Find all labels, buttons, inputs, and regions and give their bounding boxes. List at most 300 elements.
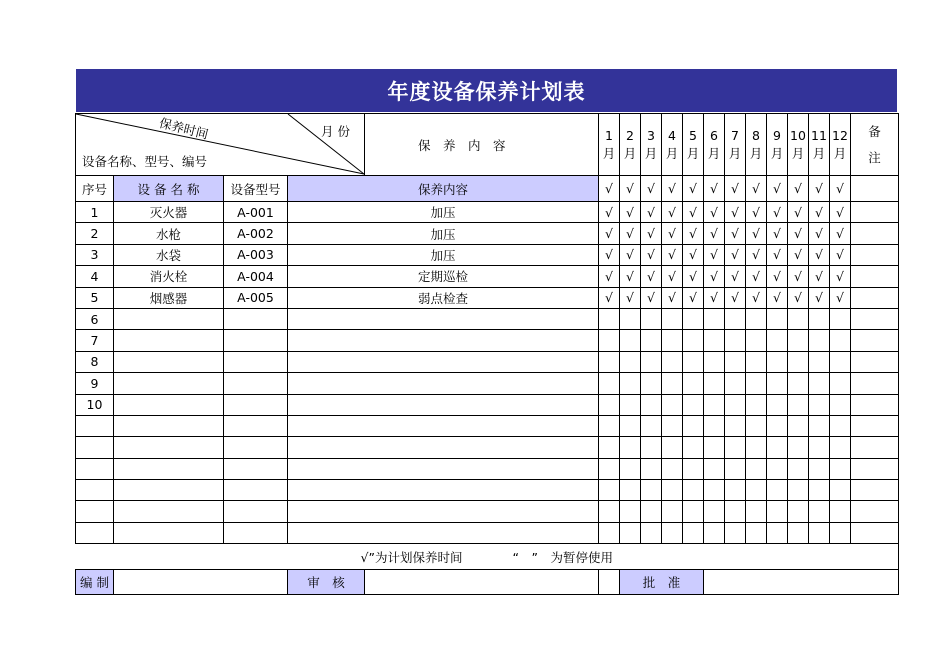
month-check-cell[interactable]: √ <box>767 223 788 244</box>
model-cell[interactable] <box>224 480 288 501</box>
equipment-name-cell[interactable] <box>114 480 224 501</box>
month-check-cell[interactable] <box>767 415 788 436</box>
month-suffix: 月 <box>728 145 742 161</box>
content-cell[interactable]: 加压 <box>288 202 599 223</box>
month-check-cell[interactable] <box>809 522 830 543</box>
month-check-cell[interactable]: √ <box>599 244 620 265</box>
content-cell[interactable] <box>288 480 599 501</box>
month-check-cell[interactable]: √ <box>767 244 788 265</box>
month-check-cell[interactable] <box>725 415 746 436</box>
model-cell[interactable]: A-001 <box>224 202 288 223</box>
table-row <box>76 351 899 372</box>
month-check-cell[interactable] <box>683 351 704 372</box>
month-check-cell[interactable] <box>725 308 746 329</box>
month-check-cell[interactable] <box>620 373 641 394</box>
seq-cell[interactable] <box>76 437 114 458</box>
month-check-cell[interactable]: √ <box>641 287 662 308</box>
month-check-cell[interactable]: √ <box>662 287 683 308</box>
month-check-cell[interactable]: √ <box>725 266 746 287</box>
month-check-cell[interactable] <box>788 458 809 479</box>
month-check-cell[interactable] <box>704 373 725 394</box>
compile-field[interactable] <box>114 570 288 595</box>
month-check-cell[interactable] <box>683 415 704 436</box>
seq-cell[interactable]: 10 <box>76 394 114 415</box>
month-check-cell[interactable] <box>662 437 683 458</box>
month-check-cell[interactable] <box>746 522 767 543</box>
model-cell[interactable] <box>224 437 288 458</box>
content-cell[interactable] <box>288 373 599 394</box>
month-check-cell[interactable] <box>683 501 704 522</box>
month-check-cell[interactable] <box>767 394 788 415</box>
model-cell[interactable] <box>224 308 288 329</box>
month-check-cell[interactable] <box>788 373 809 394</box>
month-check-cell[interactable] <box>704 458 725 479</box>
table-row <box>76 223 899 244</box>
month-check-cell[interactable] <box>641 480 662 501</box>
seq-cell[interactable]: 3 <box>76 244 114 265</box>
month-check-cell[interactable] <box>725 351 746 372</box>
month-check-cell[interactable] <box>704 522 725 543</box>
model-cell[interactable] <box>224 394 288 415</box>
seq-cell[interactable]: 9 <box>76 373 114 394</box>
content-cell[interactable] <box>288 458 599 479</box>
month-check-cell[interactable]: √ <box>830 266 851 287</box>
month-check-cell[interactable] <box>725 522 746 543</box>
month-check-cell[interactable] <box>641 415 662 436</box>
month-check-cell[interactable] <box>725 480 746 501</box>
month-check-cell[interactable] <box>788 501 809 522</box>
content-cell[interactable]: 弱点检查 <box>288 287 599 308</box>
month-check-cell[interactable] <box>746 458 767 479</box>
month-check-cell[interactable] <box>704 308 725 329</box>
month-check-cell[interactable]: √ <box>725 202 746 223</box>
month-check-cell[interactable] <box>725 394 746 415</box>
name-col-header: 设 备 名 称 <box>114 176 224 202</box>
month-check-cell[interactable] <box>599 458 620 479</box>
month-check-cell[interactable] <box>641 373 662 394</box>
month-check-cell[interactable]: √ <box>641 202 662 223</box>
month-check-cell[interactable]: √ <box>620 223 641 244</box>
month-check-cell[interactable]: √ <box>599 202 620 223</box>
month-check-cell[interactable] <box>788 522 809 543</box>
remark-cell[interactable] <box>851 394 899 415</box>
month-check-cell[interactable] <box>725 458 746 479</box>
month-check-cell[interactable] <box>620 458 641 479</box>
caption-check-mark: √ <box>620 176 641 202</box>
month-check-cell[interactable] <box>620 415 641 436</box>
month-check-cell[interactable]: √ <box>746 244 767 265</box>
equipment-name-cell[interactable] <box>114 308 224 329</box>
equipment-name-cell[interactable] <box>114 373 224 394</box>
remark-cell[interactable] <box>851 351 899 372</box>
month-check-cell[interactable] <box>641 351 662 372</box>
remark-cell[interactable] <box>851 480 899 501</box>
month-check-cell[interactable] <box>788 415 809 436</box>
month-number: 10 <box>790 127 806 143</box>
content-cell[interactable] <box>288 330 599 351</box>
month-check-cell[interactable] <box>641 308 662 329</box>
month-check-cell[interactable]: √ <box>746 287 767 308</box>
month-check-cell[interactable] <box>662 415 683 436</box>
month-check-cell[interactable] <box>830 480 851 501</box>
month-check-cell[interactable] <box>809 501 830 522</box>
month-check-cell[interactable]: √ <box>641 244 662 265</box>
content-cell[interactable]: 加压 <box>288 244 599 265</box>
month-suffix: 月 <box>707 145 721 161</box>
month-check-cell[interactable] <box>683 437 704 458</box>
table-row <box>76 480 899 501</box>
remark-cell[interactable] <box>851 266 899 287</box>
month-check-cell[interactable] <box>767 437 788 458</box>
month-check-cell[interactable] <box>641 501 662 522</box>
month-check-cell[interactable] <box>599 330 620 351</box>
model-cell[interactable] <box>224 373 288 394</box>
month-check-cell[interactable]: √ <box>725 223 746 244</box>
month-check-cell[interactable] <box>704 437 725 458</box>
month-check-cell[interactable]: √ <box>809 202 830 223</box>
month-check-cell[interactable]: √ <box>788 223 809 244</box>
month-check-cell[interactable] <box>683 522 704 543</box>
month-check-cell[interactable] <box>641 458 662 479</box>
month-suffix: 月 <box>770 145 784 161</box>
month-check-cell[interactable] <box>683 373 704 394</box>
model-cell[interactable] <box>224 351 288 372</box>
model-cell[interactable]: A-004 <box>224 266 288 287</box>
month-check-cell[interactable]: √ <box>662 202 683 223</box>
month-check-cell[interactable]: √ <box>662 244 683 265</box>
month-check-cell[interactable] <box>809 308 830 329</box>
month-check-cell[interactable] <box>746 308 767 329</box>
month-check-cell[interactable]: √ <box>809 287 830 308</box>
equipment-name-cell[interactable]: 消火栓 <box>114 266 224 287</box>
model-cell[interactable] <box>224 415 288 436</box>
month-check-cell[interactable]: √ <box>683 223 704 244</box>
month-check-cell[interactable] <box>599 351 620 372</box>
month-check-cell[interactable] <box>620 330 641 351</box>
equipment-name-cell[interactable] <box>114 458 224 479</box>
month-check-cell[interactable]: √ <box>830 287 851 308</box>
review-gap[interactable] <box>365 570 599 595</box>
remark-cell[interactable] <box>851 501 899 522</box>
month-check-cell[interactable] <box>704 415 725 436</box>
remark-cell[interactable] <box>851 437 899 458</box>
equipment-name-cell[interactable] <box>114 330 224 351</box>
remark-cell[interactable] <box>851 287 899 308</box>
remark-cell[interactable] <box>851 415 899 436</box>
month-check-cell[interactable] <box>620 522 641 543</box>
month-suffix: 月 <box>749 145 763 161</box>
model-cell[interactable]: A-003 <box>224 244 288 265</box>
month-check-cell[interactable]: √ <box>767 202 788 223</box>
month-check-cell[interactable] <box>767 480 788 501</box>
month-check-cell[interactable]: √ <box>683 287 704 308</box>
month-check-cell[interactable] <box>746 480 767 501</box>
table-row <box>76 244 899 265</box>
month-check-cell[interactable] <box>662 394 683 415</box>
month-check-cell[interactable]: √ <box>620 287 641 308</box>
seq-cell[interactable]: 4 <box>76 266 114 287</box>
month-check-cell[interactable] <box>662 308 683 329</box>
month-check-cell[interactable]: √ <box>620 266 641 287</box>
month-check-cell[interactable] <box>620 501 641 522</box>
remark-cell[interactable] <box>851 202 899 223</box>
remark-cell[interactable] <box>851 223 899 244</box>
month-check-cell[interactable] <box>788 480 809 501</box>
month-check-cell[interactable] <box>599 394 620 415</box>
caption-remark-cell <box>851 176 899 202</box>
remark-cell[interactable] <box>851 458 899 479</box>
month-check-cell[interactable] <box>599 308 620 329</box>
month-check-cell[interactable] <box>599 480 620 501</box>
remark-cell[interactable] <box>851 308 899 329</box>
month-check-cell[interactable]: √ <box>620 202 641 223</box>
legend-note-row <box>76 544 899 570</box>
equipment-name-cell[interactable] <box>114 437 224 458</box>
month-check-cell[interactable] <box>830 394 851 415</box>
seq-cell[interactable]: 7 <box>76 330 114 351</box>
month-check-cell[interactable] <box>725 330 746 351</box>
month-check-cell[interactable]: √ <box>599 266 620 287</box>
month-check-cell[interactable] <box>767 330 788 351</box>
month-check-cell[interactable]: √ <box>746 266 767 287</box>
month-check-cell[interactable]: √ <box>809 266 830 287</box>
month-check-cell[interactable]: √ <box>599 287 620 308</box>
month-check-cell[interactable] <box>767 351 788 372</box>
month-check-cell[interactable]: √ <box>746 223 767 244</box>
month-check-cell[interactable] <box>767 501 788 522</box>
month-check-cell[interactable] <box>830 330 851 351</box>
month-check-cell[interactable] <box>746 373 767 394</box>
month-check-cell[interactable] <box>830 373 851 394</box>
month-check-cell[interactable]: √ <box>809 223 830 244</box>
month-check-cell[interactable]: √ <box>788 287 809 308</box>
model-cell[interactable]: A-002 <box>224 223 288 244</box>
content-cell[interactable] <box>288 437 599 458</box>
month-check-cell[interactable]: √ <box>704 202 725 223</box>
month-check-cell[interactable] <box>746 351 767 372</box>
seq-cell[interactable]: 1 <box>76 202 114 223</box>
month-check-cell[interactable] <box>620 351 641 372</box>
remark-cell[interactable] <box>851 522 899 543</box>
month-check-cell[interactable] <box>830 522 851 543</box>
month-check-cell[interactable] <box>830 458 851 479</box>
equipment-name-cell[interactable] <box>114 415 224 436</box>
month-check-cell[interactable] <box>767 522 788 543</box>
month-check-cell[interactable] <box>809 458 830 479</box>
month-check-cell[interactable] <box>662 458 683 479</box>
month-suffix: 月 <box>665 145 679 161</box>
month-check-cell[interactable]: √ <box>683 244 704 265</box>
month-suffix: 月 <box>791 145 805 161</box>
remark-cell[interactable] <box>851 330 899 351</box>
month-check-cell[interactable] <box>830 501 851 522</box>
month-check-cell[interactable] <box>767 308 788 329</box>
month-check-cell[interactable] <box>725 373 746 394</box>
equipment-name-cell[interactable]: 水枪 <box>114 223 224 244</box>
month-check-cell[interactable] <box>662 373 683 394</box>
month-check-cell[interactable] <box>725 501 746 522</box>
remark-cell[interactable] <box>851 244 899 265</box>
month-check-cell[interactable] <box>620 480 641 501</box>
month-check-cell[interactable] <box>704 351 725 372</box>
month-check-cell[interactable] <box>641 437 662 458</box>
month-check-cell[interactable]: √ <box>767 266 788 287</box>
seq-cell[interactable] <box>76 480 114 501</box>
equipment-name-cell[interactable]: 烟感器 <box>114 287 224 308</box>
month-check-cell[interactable]: √ <box>599 223 620 244</box>
month-check-cell[interactable] <box>704 501 725 522</box>
approve-field[interactable] <box>704 570 899 595</box>
approve-label: 批 准 <box>620 570 704 595</box>
month-check-cell[interactable]: √ <box>662 266 683 287</box>
month-check-cell[interactable] <box>662 501 683 522</box>
table-row <box>76 415 899 436</box>
month-check-cell[interactable] <box>662 330 683 351</box>
content-cell[interactable] <box>288 394 599 415</box>
remark-cell[interactable] <box>851 373 899 394</box>
seq-cell[interactable] <box>76 415 114 436</box>
month-check-cell[interactable] <box>830 351 851 372</box>
month-check-cell[interactable] <box>641 330 662 351</box>
caption-check-mark: √ <box>704 176 725 202</box>
equipment-name-cell[interactable] <box>114 522 224 543</box>
month-check-cell[interactable] <box>746 501 767 522</box>
model-cell[interactable] <box>224 501 288 522</box>
month-check-cell[interactable] <box>620 394 641 415</box>
content-cell[interactable] <box>288 415 599 436</box>
month-check-cell[interactable] <box>662 351 683 372</box>
month-check-cell[interactable]: √ <box>641 223 662 244</box>
month-check-cell[interactable] <box>830 308 851 329</box>
month-check-cell[interactable]: √ <box>725 244 746 265</box>
month-check-cell[interactable]: √ <box>683 202 704 223</box>
month-check-cell[interactable] <box>683 480 704 501</box>
month-check-cell[interactable] <box>809 480 830 501</box>
table-row <box>76 394 899 415</box>
month-check-cell[interactable] <box>704 480 725 501</box>
month-check-cell[interactable]: √ <box>704 244 725 265</box>
month-check-cell[interactable]: √ <box>641 266 662 287</box>
seq-cell[interactable]: 5 <box>76 287 114 308</box>
month-check-cell[interactable] <box>599 415 620 436</box>
month-check-cell[interactable] <box>746 437 767 458</box>
month-check-cell[interactable] <box>725 437 746 458</box>
month-check-cell[interactable] <box>620 437 641 458</box>
equipment-name-cell[interactable]: 水袋 <box>114 244 224 265</box>
month-check-cell[interactable]: √ <box>746 202 767 223</box>
month-number: 1 <box>605 127 613 143</box>
month-check-cell[interactable]: √ <box>830 223 851 244</box>
caption-check-mark: √ <box>767 176 788 202</box>
month-check-cell[interactable] <box>620 308 641 329</box>
month-check-cell[interactable]: √ <box>830 202 851 223</box>
model-cell[interactable] <box>224 330 288 351</box>
seq-cell[interactable] <box>76 458 114 479</box>
month-check-cell[interactable] <box>809 373 830 394</box>
month-check-cell[interactable]: √ <box>620 244 641 265</box>
month-check-cell[interactable] <box>683 330 704 351</box>
month-check-cell[interactable] <box>809 415 830 436</box>
month-check-cell[interactable]: √ <box>830 244 851 265</box>
month-check-cell[interactable] <box>788 351 809 372</box>
month-check-cell[interactable] <box>641 394 662 415</box>
month-check-cell[interactable] <box>662 480 683 501</box>
month-check-cell[interactable] <box>788 394 809 415</box>
equipment-name-cell[interactable] <box>114 351 224 372</box>
seq-col-header: 序号 <box>76 176 114 202</box>
month-check-cell[interactable] <box>830 415 851 436</box>
month-check-cell[interactable] <box>788 330 809 351</box>
seq-cell[interactable] <box>76 522 114 543</box>
month-check-cell[interactable] <box>599 501 620 522</box>
month-check-cell[interactable] <box>809 437 830 458</box>
month-check-cell[interactable] <box>683 458 704 479</box>
seq-cell[interactable]: 2 <box>76 223 114 244</box>
month-check-cell[interactable] <box>809 351 830 372</box>
month-check-cell[interactable] <box>767 458 788 479</box>
month-check-cell[interactable] <box>788 437 809 458</box>
content-cell[interactable]: 定期巡检 <box>288 266 599 287</box>
month-check-cell[interactable] <box>599 373 620 394</box>
month-check-cell[interactable]: √ <box>683 266 704 287</box>
month-check-cell[interactable] <box>683 394 704 415</box>
model-cell[interactable]: A-005 <box>224 287 288 308</box>
table-row <box>76 501 899 522</box>
content-cell[interactable] <box>288 522 599 543</box>
month-check-cell[interactable] <box>809 394 830 415</box>
month-check-cell[interactable] <box>704 330 725 351</box>
month-check-cell[interactable]: √ <box>788 244 809 265</box>
month-check-cell[interactable] <box>704 394 725 415</box>
month-check-cell[interactable]: √ <box>809 244 830 265</box>
equipment-name-cell[interactable] <box>114 501 224 522</box>
month-check-cell[interactable]: √ <box>704 223 725 244</box>
content-cell[interactable] <box>288 308 599 329</box>
maintenance-plan-sheet <box>75 113 898 597</box>
content-cell[interactable] <box>288 351 599 372</box>
month-check-cell[interactable] <box>662 522 683 543</box>
month-check-cell[interactable] <box>809 330 830 351</box>
month-check-cell[interactable]: √ <box>662 223 683 244</box>
model-cell[interactable] <box>224 458 288 479</box>
equipment-name-cell[interactable]: 灭火器 <box>114 202 224 223</box>
caption-check-mark: √ <box>662 176 683 202</box>
content-cell[interactable] <box>288 501 599 522</box>
month-check-cell[interactable] <box>788 308 809 329</box>
month-check-cell[interactable]: √ <box>725 287 746 308</box>
month-check-cell[interactable] <box>830 437 851 458</box>
month-check-cell[interactable] <box>746 330 767 351</box>
month-check-cell[interactable] <box>683 308 704 329</box>
equipment-name-cell[interactable] <box>114 394 224 415</box>
month-check-cell[interactable] <box>599 522 620 543</box>
month-check-cell[interactable]: √ <box>788 266 809 287</box>
seq-cell[interactable]: 8 <box>76 351 114 372</box>
model-cell[interactable] <box>224 522 288 543</box>
month-check-cell[interactable] <box>599 437 620 458</box>
content-cell[interactable]: 加压 <box>288 223 599 244</box>
month-check-cell[interactable]: √ <box>704 287 725 308</box>
month-check-cell[interactable]: √ <box>788 202 809 223</box>
month-check-cell[interactable] <box>746 415 767 436</box>
month-check-cell[interactable] <box>641 522 662 543</box>
seq-cell[interactable]: 6 <box>76 308 114 329</box>
month-check-cell[interactable] <box>746 394 767 415</box>
month-check-cell[interactable]: √ <box>767 287 788 308</box>
month-check-cell[interactable]: √ <box>704 266 725 287</box>
month-check-cell[interactable] <box>767 373 788 394</box>
seq-cell[interactable] <box>76 501 114 522</box>
